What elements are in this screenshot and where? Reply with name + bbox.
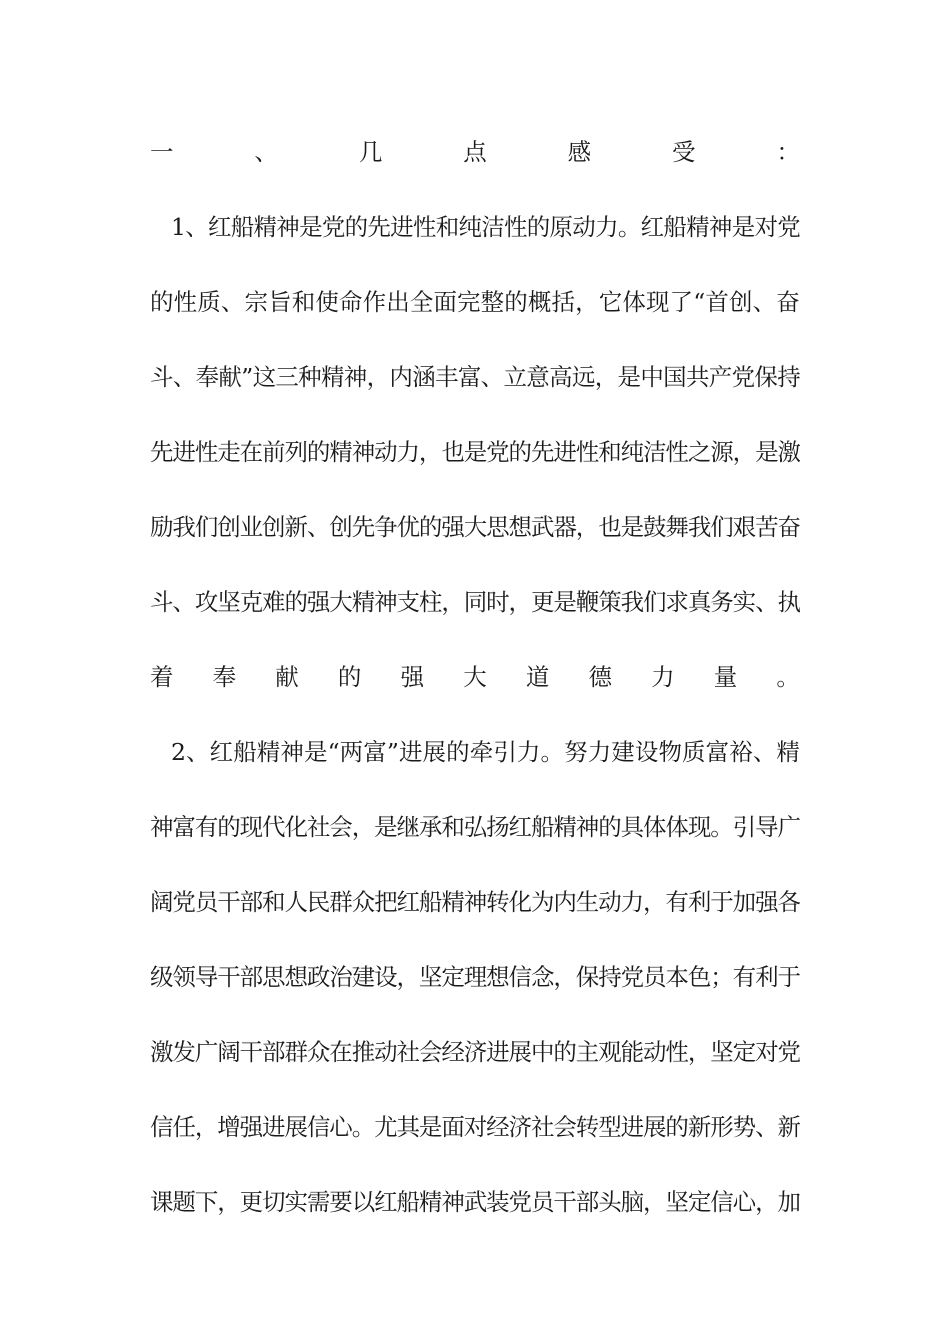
spread-glyph: 大 xyxy=(463,663,487,691)
paragraph-1-line-1: 1、红船精神是党的先进性和纯洁性的原动力。红船精神是对党 xyxy=(171,213,800,241)
paragraph-2-line-5: 激发广阔干部群众在推动社会经济进展中的主观能动性，坚定对党 xyxy=(150,1038,800,1066)
spread-glyph: 着 xyxy=(150,663,174,691)
spread-glyph: ： xyxy=(776,138,800,166)
spread-glyph: 奉 xyxy=(212,663,237,691)
paragraph-1-line-7 xyxy=(150,657,800,697)
spread-glyph: 道 xyxy=(525,663,550,691)
paragraph-1-line-5: 励我们创业创新、创先争优的强大思想武器，也是鼓舞我们艰苦奋 xyxy=(150,513,800,541)
paragraph-1-line-6: 斗、攻坚克难的强大精神支柱，同时，更是鞭策我们求真务实、执 xyxy=(150,588,800,616)
spread-glyph: 。 xyxy=(776,663,800,691)
paragraph-1-line-2: 的性质、宗旨和使命作出全面完整的概括，它体现了“首创、奋 xyxy=(150,288,800,316)
spread-glyph: 点 xyxy=(463,138,487,166)
spread-glyph: 几 xyxy=(358,138,383,166)
paragraph-2-line-6: 信任，增强进展信心。尤其是面对经济社会转型进展的新形势、新 xyxy=(150,1113,800,1141)
section-heading xyxy=(150,132,800,172)
spread-glyph: 感 xyxy=(567,138,592,166)
spread-glyph: 德 xyxy=(588,663,612,691)
spread-glyph: 的 xyxy=(337,663,362,691)
paragraph-1-line-4: 先进性走在前列的精神动力，也是党的先进性和纯洁性之源，是激 xyxy=(150,438,800,466)
spread-glyph: 、 xyxy=(254,138,278,166)
spread-glyph: 一 xyxy=(150,138,174,166)
paragraph-2-line-7: 课题下，更切实需要以红船精神武装党员干部头脑，坚定信心，加 xyxy=(150,1188,800,1216)
paragraph-2-line-4: 级领导干部思想政治建设，坚定理想信念，保持党员本色；有利于 xyxy=(150,963,800,991)
paragraph-2-line-2: 神富有的现代化社会，是继承和弘扬红船精神的具体体现。引导广 xyxy=(150,813,800,841)
paragraph-2-line-1: 2、红船精神是“两富”进展的牵引力。努力建设物质富裕、精 xyxy=(171,738,800,766)
spread-glyph: 力 xyxy=(651,663,675,691)
spread-glyph: 强 xyxy=(400,663,425,691)
spread-glyph: 献 xyxy=(275,663,299,691)
spread-glyph: 量 xyxy=(713,663,738,691)
paragraph-1-line-3: 斗、奉献”这三种精神，内涵丰富、立意高远，是中国共产党保持 xyxy=(150,363,800,391)
spread-glyph: 受 xyxy=(672,138,696,166)
paragraph-2-line-3: 阔党员干部和人民群众把红船精神转化为内生动力，有利于加强各 xyxy=(150,888,800,916)
